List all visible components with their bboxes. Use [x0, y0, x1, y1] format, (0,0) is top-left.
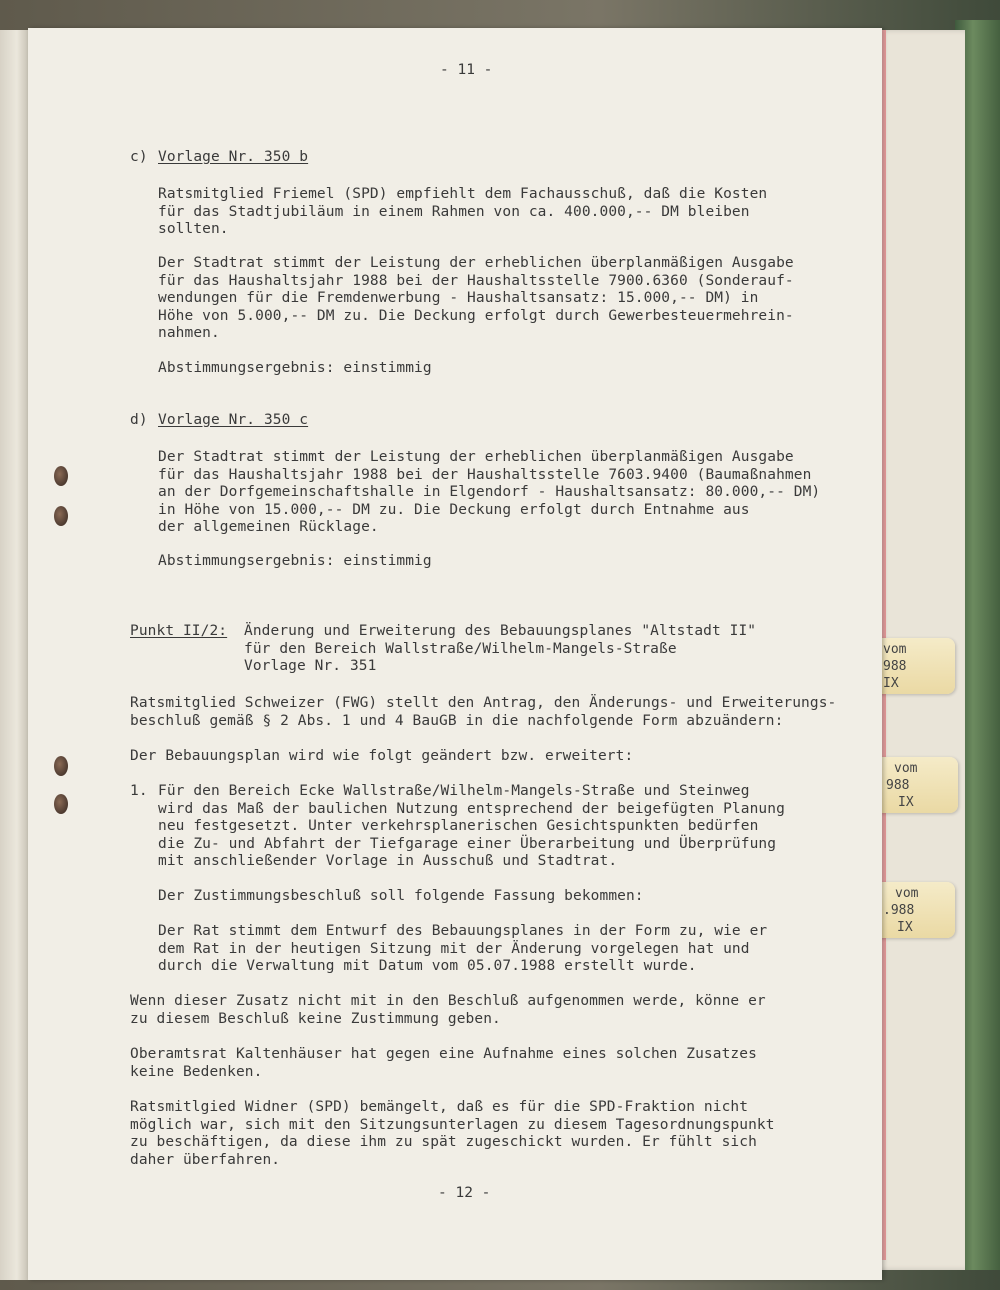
- vote-result: Abstimmungsergebnis: einstimmig: [158, 360, 432, 376]
- paragraph: [158, 186, 767, 239]
- text-line: für den Bereich Wallstraße/Wilhelm-Mangels-Straße: [244, 640, 677, 657]
- text-line: die Zu- und Abfahrt der Tiefgarage einer Überarbeitung und Überprüfung: [158, 835, 777, 852]
- text-line: Höhe von 5.000,-- DM zu. Die Deckung erfolgt durch Gewerbesteuermehrein-: [158, 307, 794, 324]
- tab-line: IX: [883, 676, 899, 691]
- text-line: für das Haushaltsjahr 1988 bei der Haushaltsstelle 7603.9400 (Baumaßnahmen: [158, 466, 812, 483]
- text-line: wendungen für die Fremdenwerbung - Haushaltsansatz: 15.000,-- DM) in: [158, 290, 759, 306]
- paragraph: [130, 993, 766, 1028]
- punch-hole: [54, 794, 68, 814]
- tab-line: vom: [883, 642, 907, 657]
- index-tab[interactable]: [877, 882, 955, 938]
- text-line: durch die Verwaltung mit Datum vom 05.07.1988 erstellt wurde.: [158, 958, 697, 974]
- punch-hole: [54, 466, 68, 486]
- section-heading: Vorlage Nr. 350 b: [158, 149, 309, 165]
- document-page: [28, 28, 882, 1280]
- text-line: Der Stadtrat stimmt der Leistung der erheblichen überplanmäßigen Ausgabe: [158, 255, 794, 271]
- agenda-item-title: [244, 623, 756, 676]
- text-line: an der Dorfgemeinschaftshalle in Elgendorf - Haushaltsansatz: 80.000,-- DM): [158, 484, 821, 500]
- tab-line: 988: [886, 778, 910, 793]
- text-line: in Höhe von 15.000,-- DM zu. Die Deckung erfolgt durch Entnahme aus: [158, 501, 750, 518]
- text-line: möglich war, sich mit den Sitzungsunterlagen zu diesem Tagesordnungspunkt: [130, 1116, 775, 1133]
- text-line: Ratsmitglied Friemel (SPD) empfiehlt dem Fachausschuß, daß die Kosten: [158, 186, 768, 202]
- text-line: mit anschließender Vorlage in Ausschuß und Stadtrat.: [158, 853, 618, 869]
- text-line: zu beschäftigen, da diese ihm zu spät zugeschickt wurden. Er fühlt sich: [130, 1134, 757, 1150]
- text-line: beschluß gemäß § 2 Abs. 1 und 4 BauGB in die nachfolgende Form abzuändern:: [130, 712, 784, 729]
- paragraph: Der Zustimmungsbeschluß soll folgende Fassung bekommen:: [158, 888, 644, 904]
- text-line: der allgemeinen Rücklage.: [158, 519, 379, 535]
- paragraph: Der Bebauungsplan wird wie folgt geändert bzw. erweitert:: [130, 748, 634, 764]
- page-number-top: - 11 -: [440, 62, 493, 78]
- text-line: Oberamtsrat Kaltenhäuser hat gegen eine Aufnahme eines solchen Zusatzes: [130, 1046, 757, 1062]
- section-marker: d): [130, 412, 148, 428]
- text-line: Ratsmitglied Schweizer (FWG) stellt den Antrag, den Änderungs- und Erweiterungs-: [130, 695, 837, 711]
- text-line: Änderung und Erweiterung des Bebauungsplanes "Altstadt II": [244, 623, 757, 639]
- tab-line: .988: [883, 903, 915, 918]
- punch-hole: [54, 506, 68, 526]
- text-line: Für den Bereich Ecke Wallstraße/Wilhelm-Mangels-Straße und Steinweg: [158, 783, 750, 799]
- text-line: Ratsmitlgied Widner (SPD) bemängelt, daß es für die SPD-Fraktion nicht: [130, 1099, 749, 1115]
- tab-line: IX: [897, 920, 913, 935]
- paragraph: [130, 695, 836, 730]
- text-line: daher überfahren.: [130, 1151, 281, 1168]
- text-line: Der Stadtrat stimmt der Leistung der erheblichen überplanmäßigen Ausgabe: [158, 449, 794, 465]
- section-marker: c): [130, 149, 148, 165]
- text-line: Der Rat stimmt dem Entwurf des Bebauungsplanes in der Form zu, wie er: [158, 923, 768, 939]
- text-line: sollten.: [158, 221, 229, 237]
- index-tab[interactable]: [880, 757, 958, 813]
- punch-hole: [54, 756, 68, 776]
- text-line: wird das Maß der baulichen Nutzung entsprechend der beigefügten Planung: [158, 800, 785, 817]
- text-line: zu diesem Beschluß keine Zustimmung geben.: [130, 1010, 501, 1027]
- paragraph: [158, 923, 767, 976]
- text-line: nahmen.: [158, 325, 220, 341]
- text-line: dem Rat in der heutigen Sitzung mit der Änderung vorgelegen hat und: [158, 940, 750, 957]
- list-item: [158, 783, 785, 871]
- list-marker: 1.: [130, 783, 148, 799]
- text-line: Wenn dieser Zusatz nicht mit in den Beschluß aufgenommen werde, könne er: [130, 993, 766, 1009]
- text-line: keine Bedenken.: [130, 1063, 263, 1080]
- tab-line: IX: [898, 795, 914, 810]
- paragraph: [130, 1046, 757, 1081]
- text-line: Vorlage Nr. 351: [244, 658, 377, 674]
- text-line: für das Haushaltsjahr 1988 bei der Haushaltsstelle 7900.6360 (Sonderauf-: [158, 272, 794, 289]
- section-heading: Vorlage Nr. 350 c: [158, 412, 309, 428]
- index-tab[interactable]: [877, 638, 955, 694]
- agenda-item-label: Punkt II/2:: [130, 623, 228, 639]
- paragraph: [158, 255, 794, 343]
- tab-line: 988: [883, 659, 907, 674]
- text-line: neu festgesetzt. Unter verkehrsplanerischen Gesichtspunkten bedürfen: [158, 818, 759, 834]
- paragraph: [130, 1099, 775, 1169]
- vote-result: Abstimmungsergebnis: einstimmig: [158, 553, 432, 569]
- text-line: für das Stadtjubiläum in einem Rahmen von ca. 400.000,-- DM bleiben: [158, 203, 750, 220]
- left-page-edge: [0, 30, 28, 1280]
- paragraph: [158, 449, 820, 537]
- page-number-bottom: - 12 -: [438, 1185, 491, 1201]
- tab-line: vom: [894, 761, 918, 776]
- tab-line: vom: [895, 886, 919, 901]
